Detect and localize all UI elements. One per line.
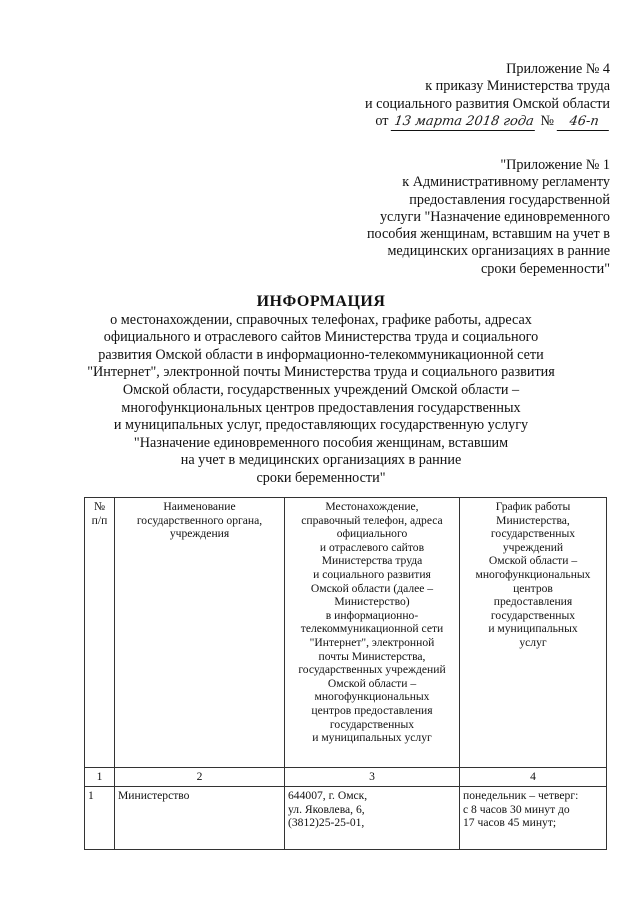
header-line: предоставления: [493, 595, 573, 609]
header-line: Омской области (далее –: [310, 581, 434, 595]
appendix-1-line: к Административному регламенту: [402, 174, 610, 191]
header-line: многофункциональных: [314, 690, 430, 704]
title-line: "Интернет", электронной почты Министерства труда и социального развития: [87, 364, 555, 381]
appendix-1-line: "Приложение № 1: [500, 157, 610, 173]
appendix-1-line: услуги "Назначение единовременного: [379, 208, 610, 225]
appendix-4-header: [365, 61, 610, 131]
column-number: 3: [285, 768, 460, 787]
information-title-block: [78, 293, 564, 488]
header-line: справочный телефон, адреса: [301, 513, 443, 527]
schedule-line: с 8 часов 30 минут до: [463, 802, 570, 816]
appendix-1-line: медицинских организациях в ранние: [387, 243, 610, 260]
from-label: от: [375, 112, 389, 129]
header-line: учреждений: [502, 540, 564, 554]
appendix-1-line: предоставления государственной: [409, 191, 610, 208]
column-number: 1: [85, 768, 115, 787]
header-line: государственных учреждений: [298, 663, 446, 677]
column-numbering-row: [85, 768, 607, 787]
order-date-number-line: [365, 113, 610, 131]
header-line: Омской области –: [327, 676, 417, 690]
header-cell-location: [285, 498, 460, 768]
address-line: ул. Яковлева, 6,: [288, 802, 365, 816]
row-number: 1: [85, 787, 115, 850]
header-line: услуг: [519, 635, 547, 649]
handwritten-date: 13 марта 2018 года: [391, 113, 538, 131]
schedule-line: понедельник – четверг:: [463, 789, 579, 802]
header-cell-number: [85, 498, 115, 768]
header-cell-schedule: [460, 498, 607, 768]
title-line: на учет в медицинских организациях в ранние: [180, 452, 462, 469]
header-line: государственных: [329, 717, 415, 731]
header-line: и муниципальных услуг: [312, 731, 432, 745]
row-address: [285, 787, 460, 850]
header-line: и отраслевого сайтов: [319, 540, 425, 554]
handwritten-number: 46-п: [557, 113, 612, 131]
header-line: Министерство): [334, 595, 410, 609]
title-line: сроки беременности": [256, 469, 386, 486]
column-number: 4: [460, 768, 607, 787]
header-line: многофункциональных: [475, 567, 591, 581]
header-cell-name: [115, 498, 285, 768]
header-line: Министерства труда: [321, 554, 423, 568]
row-schedule: [460, 787, 607, 850]
title-line: и муниципальных услуг, предоставляющих государственную услугу: [113, 417, 529, 434]
appendix-1-line: сроки беременности": [480, 260, 610, 277]
header-line: государственных: [490, 608, 576, 622]
schedule-line: 17 часов 45 минут;: [463, 816, 557, 830]
header-line: и социального развития: [313, 567, 431, 581]
header-line: государственного органа,: [136, 513, 263, 527]
header-line: центров предоставления: [311, 703, 433, 717]
header-line: Местонахождение,: [325, 500, 419, 513]
appendix-4-title: Приложение № 4: [506, 61, 610, 77]
header-line: №: [93, 500, 106, 513]
title-line: Омской области, государственных учреждений Омской области –: [122, 381, 520, 398]
appendix-1-line: пособия женщинам, вставшим на учет в: [366, 226, 610, 243]
address-line: 644007, г. Омск,: [288, 789, 368, 802]
header-line: почты Министерства,: [318, 649, 426, 663]
appendix-1-header: [367, 157, 610, 278]
header-line: учреждения: [169, 527, 230, 541]
header-line: и муниципальных: [488, 622, 578, 636]
address-line: (3812)25-25-01,: [288, 816, 365, 830]
number-label: №: [540, 112, 554, 129]
appendix-4-order-ref: к приказу Министерства труда: [425, 78, 610, 95]
title-line: развития Омской области в информационно-телекоммуникационной сети: [98, 346, 544, 363]
header-line: "Интернет", электронной: [309, 635, 435, 649]
header-line: Министерства,: [496, 513, 570, 527]
header-line: Наименование: [163, 500, 236, 513]
title-line: о местонахождении, справочных телефонах, графике работы, адресах: [110, 311, 532, 328]
table-row: [85, 787, 607, 850]
row-name: Министерство: [115, 787, 285, 850]
document-title: ИНФОРМАЦИЯ: [256, 293, 386, 310]
header-line: п/п: [91, 513, 108, 527]
header-line: в информационно-: [325, 608, 419, 622]
header-line: центров: [513, 581, 553, 595]
title-line: "Назначение единовременного пособия женщинам, вставшим: [133, 434, 509, 451]
header-line: График работы: [495, 500, 571, 513]
header-line: государственных: [490, 527, 576, 541]
title-line: многофункциональных центров предоставления государственных: [121, 399, 521, 416]
column-number: 2: [115, 768, 285, 787]
header-line: Омской области –: [488, 554, 578, 568]
appendix-4-ministry: и социального развития Омской области: [365, 95, 610, 112]
table-header-row: [85, 498, 607, 768]
title-line: официального и отраслевого сайтов Министерства труда и социального: [103, 329, 539, 346]
header-line: телекоммуникационной сети: [300, 622, 444, 636]
information-table: [84, 497, 607, 850]
header-line: официального: [336, 527, 408, 541]
